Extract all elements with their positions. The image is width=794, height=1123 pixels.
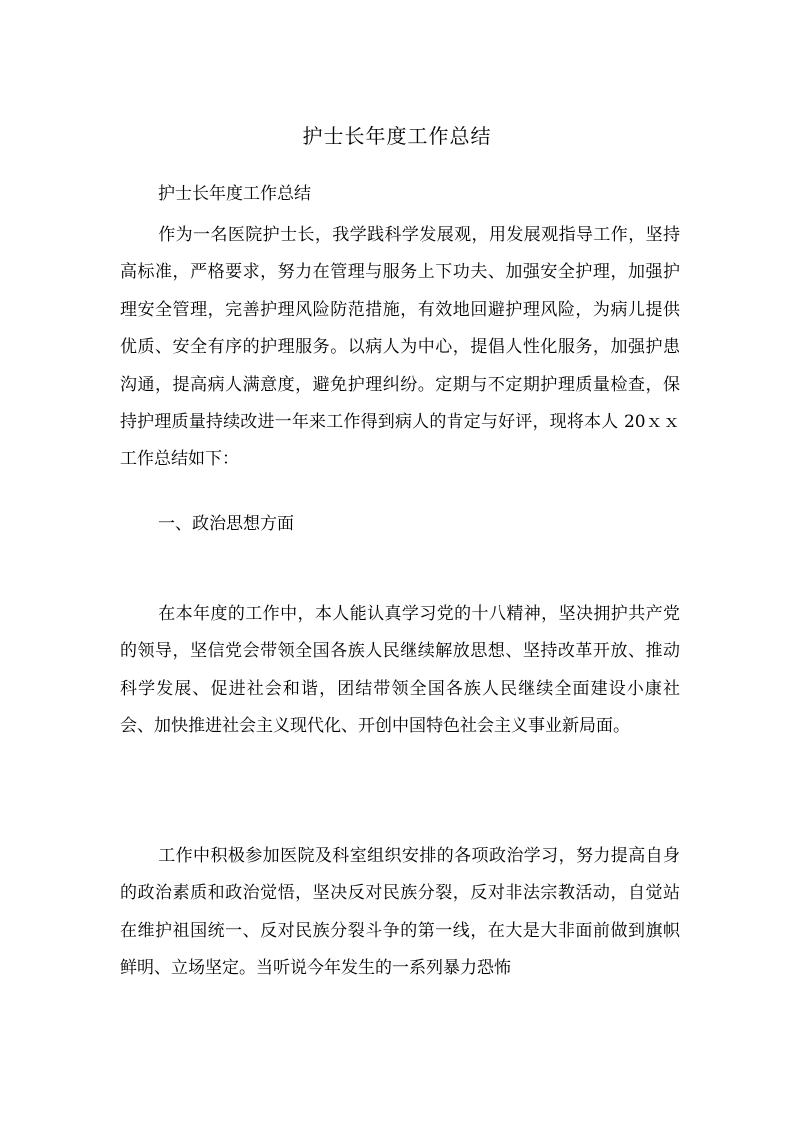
document-title: 护士长年度工作总结 [302, 124, 492, 148]
paragraph-study: 工作中积极参加医院及科室组织安排的各项政治学习，努力提高自身的政治素质和政治觉悟，坚决反对民族分裂，反对非法宗教活动，自觉站在维护祖国统一、反对民族分裂斗争的第一线，在大是大非面前做到旗帜鲜明、立场坚定。当听说今年发生的一系列暴力恐怖 [120, 846, 680, 979]
document-subtitle: 护士长年度工作总结 [158, 184, 311, 204]
paragraph-political: 在本年度的工作中，本人能认真学习党的十八精神，坚决拥护共产党的领导，坚信党会带领全国各族人民继续解放思想、坚持改革开放、推动科学发展、促进社会和谐，团结带领全国各族人民继续全面建设小康社会、加快推进社会主义现代化、开创中国特色社会主义事业新局面。 [120, 604, 680, 737]
section-heading: 一、政治思想方面 [158, 514, 294, 534]
paragraph-intro: 作为一名医院护士长，我学践科学发展观，用发展观指导工作，坚持高标准，严格要求，努力在管理与服务上下功夫、加强安全护理，加强护理安全管理，完善护理风险防范措施，有效地回避护理风险，为病儿提供优质、安全有序的护理服务。以病人为中心，提倡人性化服务，加强护患沟通，提高病人满意度，避免护理纠纷。定期与不定期护理质量检查，保持护理质量持续改进一年来工作得到病人的肯定与好评，现将本人 20ｘｘ工作总结如下： [120, 225, 680, 470]
